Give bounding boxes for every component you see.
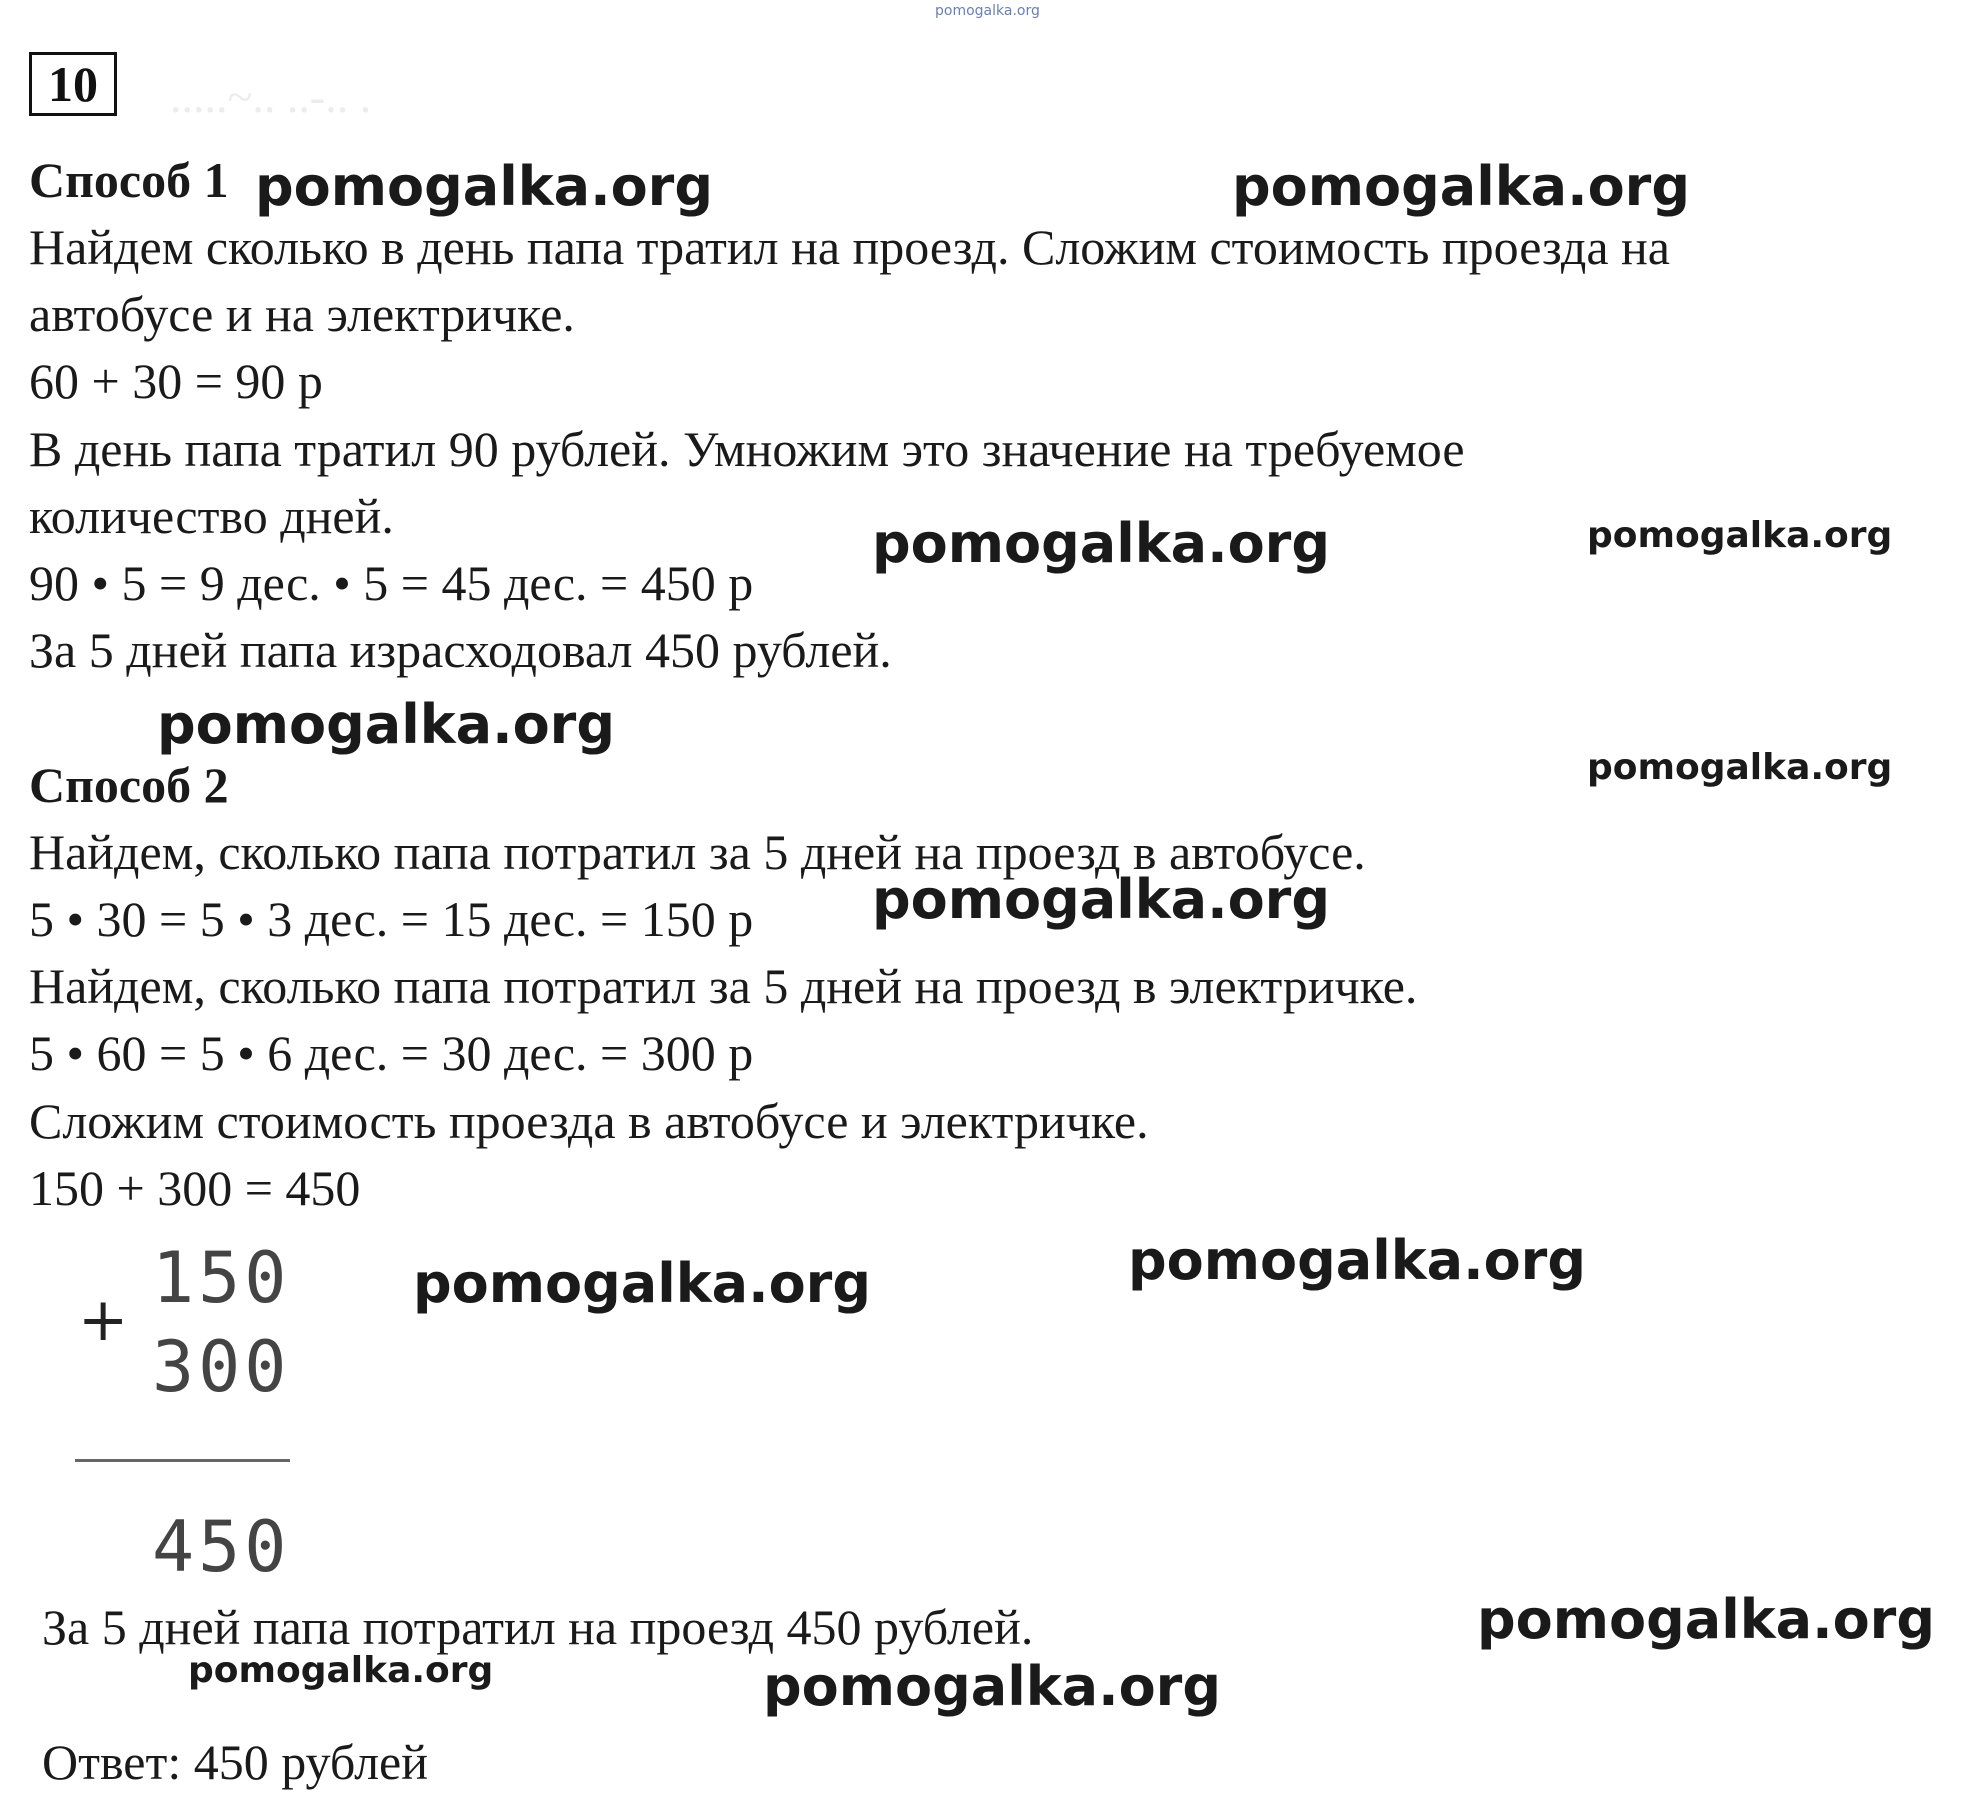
column-plus-sign: + [78,1285,129,1355]
method1-line-4: В день папа тратил 90 рублей. Умножим это значение на требуемое [29,421,1465,477]
method2-line-5: Сложим стоимость проезда в автобусе и электричке. [29,1093,1149,1149]
watermark-10: pomogalka.org [1477,1588,1935,1651]
watermark-6: pomogalka.org [1587,747,1893,788]
watermark-11: pomogalka.org [188,1650,494,1691]
watermark-12: pomogalka.org [763,1655,1221,1718]
watermark-9: pomogalka.org [1128,1229,1586,1292]
answer-text: Ответ: 450 рублей [42,1734,428,1790]
method1-heading: Способ 1 [29,152,229,208]
method2-line-3: Найдем, сколько папа потратил за 5 дней на проезд в электричке. [29,958,1418,1014]
watermark-3: pomogalka.org [872,512,1330,575]
method1-line-5: количество дней. [29,488,394,544]
watermark-1: pomogalka.org [255,155,713,218]
method1-equation-1: 60 + 30 = 90 р [29,353,323,409]
method1-result: За 5 дней папа израсходовал 450 рублей. [29,622,892,678]
watermark-4: pomogalka.org [1587,515,1893,556]
column-addend-1: 150 [152,1237,291,1319]
method2-line-1: Найдем, сколько папа потратил за 5 дней на проезд в автобусе. [29,824,1366,880]
method1-equation-2: 90 • 5 = 9 дес. • 5 = 45 дес. = 450 р [29,555,754,611]
watermark-7: pomogalka.org [872,868,1330,931]
method2-equation-1: 5 • 30 = 5 • 3 дес. = 15 дес. = 150 р [29,891,754,947]
method2-heading: Способ 2 [29,757,229,813]
method1-line-2: автобусе и на электричке. [29,286,575,342]
watermark-8: pomogalka.org [413,1252,871,1315]
task-number-box: 10 [29,52,117,116]
watermark-5: pomogalka.org [157,693,615,756]
watermark-top: pomogalka.org [935,3,1040,19]
column-sum-line [75,1459,290,1462]
column-addend-2: 300 [152,1326,291,1408]
method1-line-1: Найдем сколько в день папа тратил на проезд. Сложим стоимость проезда на [29,219,1670,275]
method2-equation-2: 5 • 60 = 5 • 6 дес. = 30 дес. = 300 р [29,1025,754,1081]
watermark-2: pomogalka.org [1232,155,1690,218]
column-sum: 450 [152,1506,291,1588]
conclusion-text: За 5 дней папа потратил на проезд 450 рублей. [42,1599,1034,1655]
background-ghost-text: .....~.. ..-.. . [170,71,372,122]
method2-equation-3: 150 + 300 = 450 [29,1160,361,1216]
